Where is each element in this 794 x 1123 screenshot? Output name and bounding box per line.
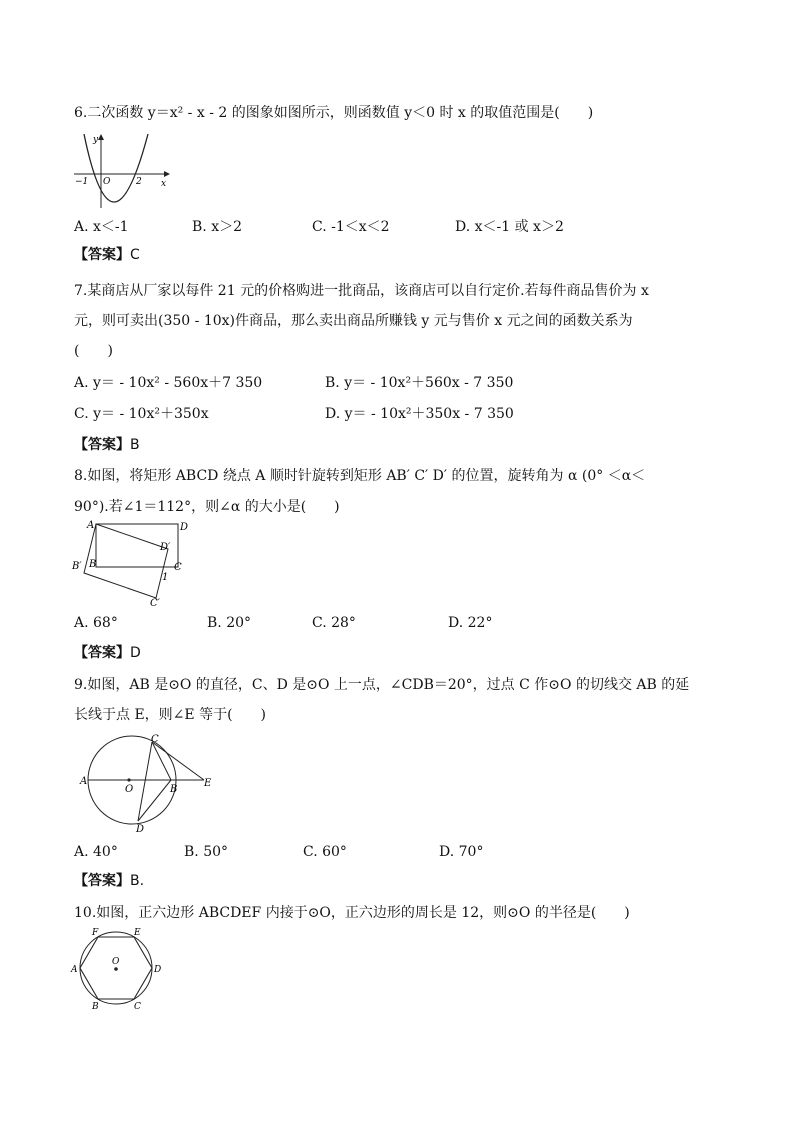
q7-answer-label: 【答案】 [74, 437, 130, 453]
q7-stem-line1: 7.某商店从厂家以每件 21 元的价格购进一批商品，该商店可以自行定价.若每件商品售价为 x [74, 283, 649, 299]
q8-answer-label: 【答案】 [74, 645, 130, 661]
q7-option-d: D. y＝ - 10x²＋350x - 7 350 [325, 406, 514, 422]
q10-fig-o: O [112, 957, 120, 967]
q9-stem-line1: 9.如图，AB 是⊙O 的直径，C、D 是⊙O 上一点，∠CDB＝20°，过点 C 作⊙O 的切线交 AB 的延 [74, 677, 690, 693]
q7-option-b: B. y＝ - 10x²＋560x - 7 350 [325, 375, 514, 391]
q8-fig-a: A [87, 520, 95, 531]
q6-fig-two: 2 [136, 177, 142, 187]
q7-option-c: C. y＝ - 10x²＋350x [74, 406, 209, 422]
q6-fig-neg1: −1 [75, 177, 89, 187]
q6-option-d: D. x＜-1 或 x＞2 [455, 219, 564, 235]
q6-fig-origin: O [103, 177, 111, 187]
q8-fig-one: 1 [162, 572, 169, 583]
q8-fig-cprime: C′ [150, 598, 160, 606]
q9-fig-e: E [204, 778, 212, 789]
q8-option-a: A. 68° [74, 615, 118, 631]
q9-stem-line2: 长线于点 E，则∠E 等于( ) [74, 707, 266, 723]
q10-stem: 10.如图，正六边形 ABCDEF 内接于⊙O，正六边形的周长是 12，则⊙O 的半径是( ) [74, 905, 630, 921]
q8-fig-d: D [180, 522, 189, 533]
q8-rectangle-figure [70, 518, 198, 606]
q10-fig-e: E [134, 928, 141, 938]
q7-answer-value: B [130, 437, 140, 453]
q7-stem-line3: ( ) [74, 343, 113, 359]
q6-stem: 6.二次函数 y＝x² - x - 2 的图象如图所示，则函数值 y＜0 时 x 的取值范围是( ) [74, 105, 594, 121]
q6-parabola-figure [72, 130, 172, 210]
q10-fig-b: B [92, 1002, 99, 1012]
q6-fig-x: x [161, 179, 167, 189]
q9-fig-a: A [80, 776, 88, 787]
q9-circle-figure [78, 734, 218, 834]
q8-stem-line1: 8.如图，将矩形 ABCD 绕点 A 顺时针旋转到矩形 AB′ C′ D′ 的位置，旋转角为 α (0° ＜α＜ [74, 468, 646, 484]
q8-answer-value: D [130, 645, 141, 661]
q9-answer-label: 【答案】 [74, 873, 130, 889]
q10-fig-f: F [92, 928, 99, 938]
q6-answer-label: 【答案】 [74, 247, 130, 263]
q9-option-c: C. 60° [303, 844, 347, 860]
q9-fig-c: C [151, 734, 159, 745]
q7-option-a: A. y＝ - 10x² - 560x＋7 350 [74, 375, 263, 391]
q8-option-d: D. 22° [448, 615, 493, 631]
q10-fig-d: D [154, 965, 162, 975]
q9-answer [74, 872, 144, 890]
q8-fig-bprime: B′ [72, 561, 82, 572]
q6-option-c: C. -1＜x＜2 [312, 219, 390, 235]
q8-fig-b: B [89, 559, 97, 570]
q8-fig-c: C [174, 562, 182, 573]
q9-fig-d: D [136, 824, 145, 834]
q9-option-d: D. 70° [439, 844, 484, 860]
q8-stem-line2: 90°).若∠1＝112°，则∠α 的大小是( ) [74, 499, 340, 515]
q10-fig-a: A [71, 965, 78, 975]
q9-fig-b: B [170, 784, 178, 795]
q7-answer [74, 436, 140, 454]
q6-fig-y: y [93, 135, 99, 145]
q7-stem-line2: 元，则可卖出(350 - 10x)件商品，那么卖出商品所赚钱 y 元与售价 x 元之间的函数关系为 [74, 313, 633, 329]
q8-option-c: C. 28° [312, 615, 356, 631]
q8-option-b: B. 20° [207, 615, 252, 631]
q6-answer [74, 246, 140, 264]
q6-answer-value: C [130, 247, 140, 263]
q9-fig-o: O [125, 784, 134, 795]
q9-answer-value: B. [130, 873, 145, 889]
q10-fig-c: C [134, 1002, 141, 1012]
q6-option-a: A. x＜-1 [74, 219, 129, 235]
q8-answer [74, 644, 141, 662]
q9-option-b: B. 50° [184, 844, 229, 860]
q9-option-a: A. 40° [74, 844, 118, 860]
q10-hexagon-figure [68, 926, 168, 1012]
q8-fig-dprime: D′ [160, 542, 171, 553]
q6-option-b: B. x＞2 [192, 219, 242, 235]
